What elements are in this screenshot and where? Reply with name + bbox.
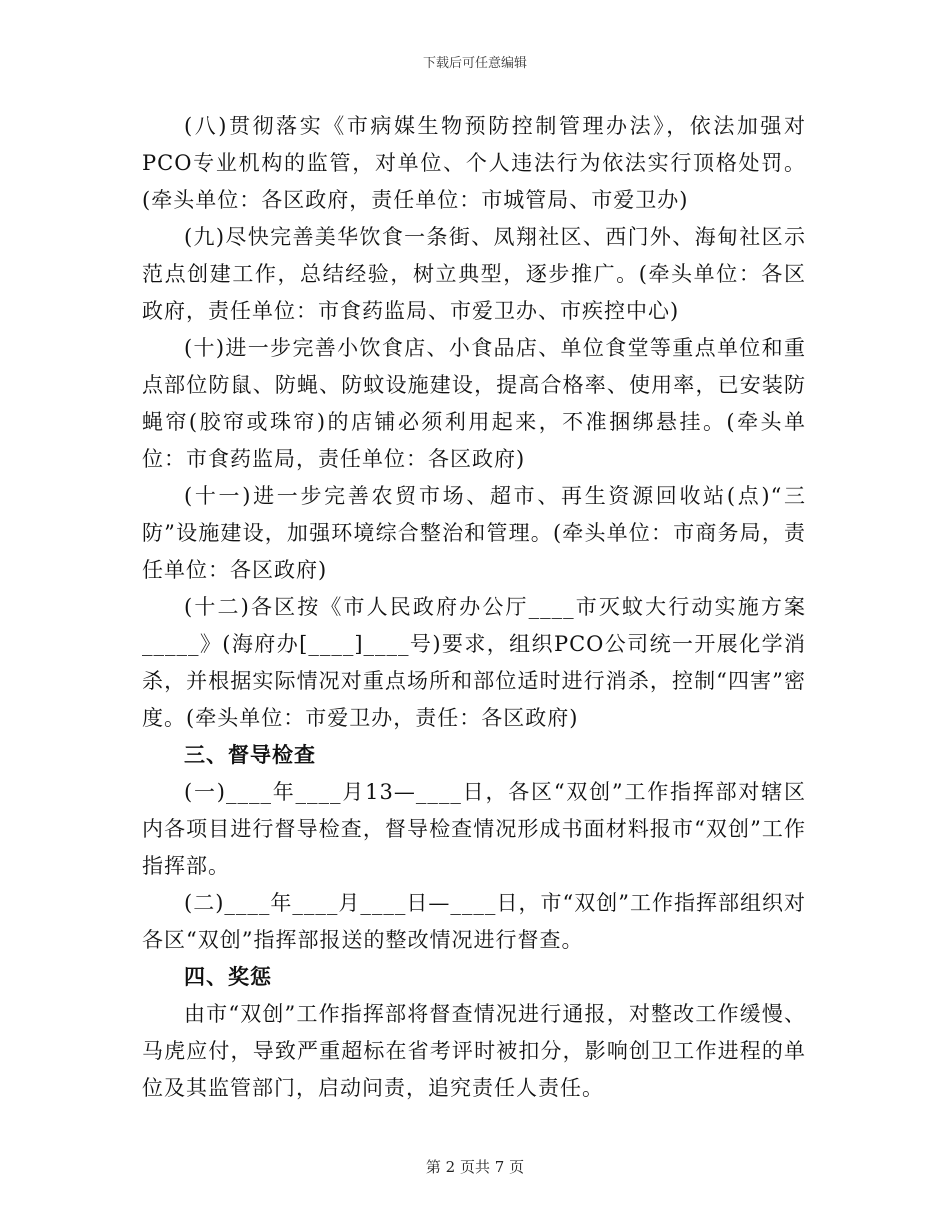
paragraph-inspection-2: (二)____年____月____日—____日，市“双创”工作指挥部组织对各区“双创”指挥部报送的整改情况进行督查。 xyxy=(142,891,806,952)
paragraph-item-10: (十)进一步完善小饮食店、小食品店、单位食堂等重点单位和重点部位防鼠、防蝇、防蚊设施建设，提高合格率、使用率，已安装防蝇帘(胶帘或珠帘)的店铺必须利用起来，不准捆绑悬挂。(牵头单位：市食药监局，责任单位：各区政府) xyxy=(142,336,806,471)
document-body xyxy=(142,108,806,1107)
page-header: 下载后可任意编辑 xyxy=(422,56,527,71)
paragraph-inspection-1: (一)____年____月13—____日，各区“双创”工作指挥部对辖区内各项目进行督导检查，督导检查情况形成书面材料报市“双创”工作指挥部。 xyxy=(142,780,806,878)
paragraph-item-11: (十一)进一步完善农贸市场、超市、再生资源回收站(点)“三防”设施建设，加强环境综合整治和管理。(牵头单位：市商务局，责任单位：各区政府) xyxy=(142,484,806,582)
section-heading-rewards: 四、奖惩 xyxy=(184,965,272,989)
paragraph-item-9: (九)尽快完善美华饮食一条街、凤翔社区、西门外、海甸社区示范点创建工作，总结经验，树立典型，逐步推广。(牵头单位：各区政府，责任单位：市食药监局、市爱卫办、市疾控中心) xyxy=(142,225,806,323)
paragraph-rewards: 由市“双创”工作指挥部将督查情况进行通报，对整改工作缓慢、马虎应付，导致严重超标在省考评时被扣分，影响创卫工作进程的单位及其监管部门，启动问责，追究责任人责任。 xyxy=(142,1002,806,1100)
paragraph-item-8: (八)贯彻落实《市病媒生物预防控制管理办法》，依法加强对PCO专业机构的监管，对单位、个人违法行为依法实行顶格处罚。(牵头单位：各区政府，责任单位：市城管局、市爱卫办) xyxy=(142,114,806,212)
section-heading-inspection: 三、督导检查 xyxy=(184,743,316,767)
paragraph-item-12: (十二)各区按《市人民政府办公厅____市灭蚊大行动实施方案_____》(海府办[____]____号)要求，组织PCO公司统一开展化学消杀，并根据实际情况对重点场所和部位适时进行消杀，控制“四害”密度。(牵头单位：市爱卫办，责任：各区政府) xyxy=(142,595,806,730)
page-footer: 第 2 页共 7 页 xyxy=(425,1158,525,1176)
